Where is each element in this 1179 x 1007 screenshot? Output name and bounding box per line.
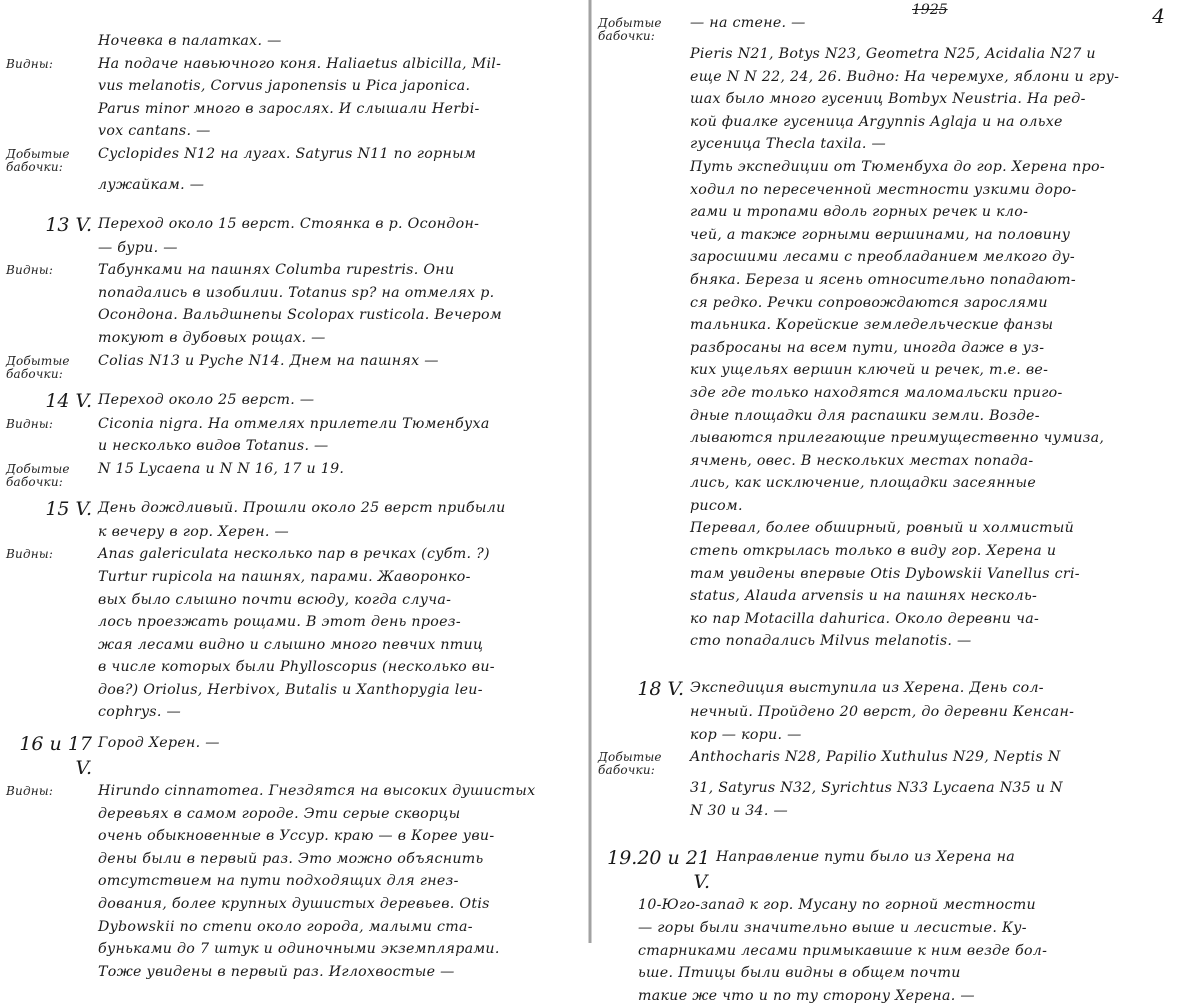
text-line: дования, более крупных душистых деревьев. Otis xyxy=(98,896,490,913)
text-line: vus melanotis, Corvus japonensis и Pica japonica. xyxy=(98,78,471,95)
entry-line xyxy=(598,337,1171,360)
text-line: лываются прилегающие преимущественно чумиза, xyxy=(690,430,1105,447)
label-dobytye: Добытые бабочки: xyxy=(6,353,70,381)
entry-line xyxy=(598,269,1171,292)
text-line: 10-Юго-запад к гор. Мусану по горной местности xyxy=(638,897,1036,914)
entry-line xyxy=(598,224,1171,247)
text-line: заросшими лесами с преобладанием мелкого ду- xyxy=(690,249,1076,266)
entry-line xyxy=(598,88,1171,111)
entry-line xyxy=(6,916,584,939)
entry-line xyxy=(598,630,1171,653)
entry-line xyxy=(6,413,584,436)
entry-line xyxy=(6,589,584,612)
text-line: лись, как исключение, площадки засеянные xyxy=(690,475,1037,492)
entry-line xyxy=(6,825,584,848)
text-line: Cyclopides N12 на лугах. Satyrus N11 по горным xyxy=(98,145,477,162)
text-line: гусеница Thecla taxila. — xyxy=(690,136,886,153)
entry-line xyxy=(598,66,1171,89)
text-line: бняка. Береза и ясень относительно попадают- xyxy=(690,271,1076,288)
text-line: Colias N13 и Pyche N14. Днем на пашнях — xyxy=(98,352,439,369)
entry-line xyxy=(6,611,584,634)
text-line: ходил по пересеченной местности узкими доро- xyxy=(690,181,1077,198)
entry-line xyxy=(598,427,1171,450)
text-line: шах было много гусениц Bombyx Neustria. На ред- xyxy=(690,91,1086,108)
text-line: дены были в первый раз. Это можно объяснить xyxy=(98,850,484,867)
text-line: Город Херен. — xyxy=(98,735,220,752)
text-line: нечный. Пройдено 20 верст, до деревни Кенсан- xyxy=(690,704,1075,721)
text-line: ьше. Птицы были видны в общем почти xyxy=(638,965,961,982)
text-line: жая лесами видно и слышно много певчих птиц xyxy=(98,636,484,653)
text-line: Тоже увидены в первый раз. Иглохвостые — xyxy=(98,963,455,980)
text-line: Перевал, более обширный, ровный и холмистый xyxy=(690,520,1075,537)
entry-line xyxy=(598,405,1171,428)
entry-line xyxy=(598,12,1171,43)
entry-line xyxy=(6,237,584,260)
text-line: дные площадки для распашки земли. Возде- xyxy=(690,407,1040,424)
text-line: Parus minor много в зарослях. И слышали Herbi- xyxy=(98,100,480,117)
text-line: Hirundo cinnamomea. Гнездятся на высоких душистых xyxy=(98,783,536,800)
entry-line xyxy=(598,608,1171,631)
text-line: отсутствием на пути подходящих для гнез- xyxy=(98,873,459,890)
text-line: Переход около 15 верст. Стоянка в р. Осондон- xyxy=(98,215,480,232)
entry-line xyxy=(6,53,584,76)
entry-line xyxy=(598,724,1171,747)
entry-line xyxy=(598,940,1171,963)
text-line: чей, а также горными вершинами, на половину xyxy=(690,226,1071,243)
label-vidny: Видны: xyxy=(6,263,54,278)
entry-line xyxy=(598,201,1171,224)
label-dobytye: Добытые бабочки: xyxy=(6,146,70,174)
label-dobytye: Добытые бабочки: xyxy=(598,750,662,778)
entry-line xyxy=(598,985,1171,1007)
entry-line xyxy=(598,292,1171,315)
text-line: — бури. — xyxy=(98,239,178,256)
entry-line xyxy=(598,246,1171,269)
text-line: там увидены впервые Otis Dybowskii Vanellus cri- xyxy=(690,565,1080,582)
entry-line xyxy=(6,848,584,871)
label-vidny: Видны: xyxy=(6,416,54,431)
text-line: ких ущельях вершин ключей и речек, т.е. ве- xyxy=(690,362,1049,379)
entry-date: 16 и 17 V. xyxy=(19,733,92,780)
entry-line xyxy=(6,870,584,893)
text-line: Путь экспедиции от Тюменбуха до гор. Херена про- xyxy=(690,158,1105,175)
text-line: попадались в изобилии. Totanus sp? на отмелях р. xyxy=(98,284,495,301)
entry-line xyxy=(598,677,1171,701)
text-line: гами и тропами вдоль горных речек и кло- xyxy=(690,204,1029,221)
text-line: vox cantans. — xyxy=(98,123,211,140)
text-line: кой фиалке гусеница Argynnis Aglaja и на ольхе xyxy=(690,113,1063,130)
entry-line xyxy=(6,174,584,197)
entry-line xyxy=(598,746,1171,777)
entry-line xyxy=(598,450,1171,473)
entry-line xyxy=(6,961,584,984)
text-line: status, Alauda arvensis и на пашнях несколь- xyxy=(690,588,1038,605)
label-vidny: Видны: xyxy=(6,547,54,562)
entry-line xyxy=(598,777,1171,800)
entry-line xyxy=(6,566,584,589)
text-line: Pieris N21, Botys N23, Geometra N25, Acidalia N27 и xyxy=(690,46,1096,62)
text-line: такие же что и по ту сторону Херена. — xyxy=(638,987,975,1004)
entry-line xyxy=(6,938,584,961)
folio-mark: 1925 xyxy=(912,2,948,18)
text-line: — на стене. — xyxy=(690,15,806,31)
text-line: и несколько видов Totanus. — xyxy=(98,438,329,455)
entry-line xyxy=(6,389,584,413)
entry-line xyxy=(6,282,584,305)
entry-line xyxy=(6,634,584,657)
entry-line xyxy=(6,213,584,237)
entry-line xyxy=(598,917,1171,940)
entry-line xyxy=(598,314,1171,337)
text-line: в числе которых были Phylloscopus (несколько ви- xyxy=(98,659,495,676)
text-line: еще N N 22, 24, 26. Видно: На черемухе, яблони и гру- xyxy=(690,68,1120,85)
text-line: очень обыкновенные в Уссур. краю — в Корее уви- xyxy=(98,828,495,845)
text-line: токуют в дубовых рощах. — xyxy=(98,329,326,346)
entry-line xyxy=(6,143,584,174)
text-line: тальника. Корейские земледельческие фанзы xyxy=(690,317,1054,334)
entry-line xyxy=(598,846,1171,894)
entry-line xyxy=(598,179,1171,202)
entry-line xyxy=(598,111,1171,134)
text-line: кор — кори. — xyxy=(690,726,802,743)
entry-line xyxy=(598,701,1171,724)
entry-line xyxy=(6,803,584,826)
entry-line xyxy=(6,679,584,702)
text-line: буньками до 7 штук и одиночными экземплярами. xyxy=(98,941,500,958)
text-line: разбросаны на всем пути, иногда даже в уз- xyxy=(690,339,1045,356)
entry-line xyxy=(6,120,584,143)
text-line: ко пар Motacilla dahurica. Около деревни ча- xyxy=(690,610,1040,627)
text-line: Ciconia nigra. На отмелях прилетели Тюменбуха xyxy=(98,415,490,432)
text-line: cophrys. — xyxy=(98,704,181,721)
text-line: N 15 Lycaena и N N 16, 17 и 19. xyxy=(98,460,345,477)
entry-line xyxy=(6,98,584,121)
entry-line xyxy=(6,259,584,282)
entry-line xyxy=(598,517,1171,540)
text-line: Turtur rupicola на пашнях, парами. Жаворонко- xyxy=(98,568,471,585)
entry-line xyxy=(598,894,1171,917)
entry-date: 19.20 и 21 V. xyxy=(607,847,710,894)
text-line: лужайкам. — xyxy=(98,176,205,193)
text-line: Экспедиция выступила из Херена. День сол- xyxy=(690,680,1044,697)
entry-line xyxy=(6,75,584,98)
entry-line xyxy=(6,656,584,679)
page-number: 4 xyxy=(1152,4,1165,28)
entry-line xyxy=(598,43,1171,66)
text-line: ся редко. Речки сопровождаются зарослями xyxy=(690,294,1048,311)
entry-date: 15 V. xyxy=(45,497,92,520)
entry-line xyxy=(598,585,1171,608)
entry-line xyxy=(6,458,584,489)
text-line: N 30 и 34. — xyxy=(690,802,788,819)
text-line: деревьях в самом городе. Эти серые скворцы xyxy=(98,805,461,822)
entry-date: 18 V. xyxy=(637,678,684,701)
text-line: Anas galericulata несколько пар в речках (субт. ?) xyxy=(98,546,490,563)
text-line: старниками лесами примыкавшие к ним везде бол- xyxy=(638,942,1048,959)
entry-line xyxy=(6,701,584,724)
text-line: 31, Satyrus N32, Syrichtus N33 Lycaena N35 и N xyxy=(690,780,1063,797)
text-line: Anthocharis N28, Papilio Xuthulus N29, Neptis N xyxy=(690,749,1061,766)
entry-line xyxy=(6,780,584,803)
text-line: вых было слышно почти всюду, когда случа- xyxy=(98,591,452,608)
text-line: сто попадались Milvus melanotis. — xyxy=(690,633,972,650)
entry-line xyxy=(6,732,584,780)
entry-line xyxy=(598,962,1171,985)
entry-line xyxy=(6,497,584,521)
entry-line xyxy=(6,350,584,381)
text-line: Табунками на пашнях Columba rupestris. Они xyxy=(98,262,455,279)
label-dobytye: Добытые бабочки: xyxy=(598,16,662,43)
entry-line xyxy=(598,540,1171,563)
entry-line xyxy=(598,563,1171,586)
entry-line xyxy=(6,304,584,327)
text-line: Направление пути было из Херена на xyxy=(716,849,1016,866)
right-page xyxy=(592,0,1179,1004)
entry-line xyxy=(6,327,584,350)
label-dobytye: Добытые бабочки: xyxy=(6,461,70,489)
text-line: — горы были значительно выше и лесистые. Ку- xyxy=(638,920,1027,936)
entry-line xyxy=(598,382,1171,405)
entry-line xyxy=(6,893,584,916)
entry-line xyxy=(598,800,1171,823)
entry-line xyxy=(6,435,584,458)
text-line: дов?) Oriolus, Herbivox, Butalis и Xanthopygia leu- xyxy=(98,681,483,698)
label-vidny: Видны: xyxy=(6,56,54,71)
text-line: Dybowskii по степи около города, малыми ста- xyxy=(98,918,473,935)
label-vidny: Видны: xyxy=(6,784,54,799)
text-line: Осондона. Вальдшнепы Scolopax rusticola. Вечером xyxy=(98,307,502,324)
entry-line xyxy=(598,472,1171,495)
entry-line xyxy=(598,359,1171,382)
left-page xyxy=(0,0,592,980)
entry-date: 14 V. xyxy=(45,389,92,412)
entry-line xyxy=(6,521,584,544)
text-line: Ночевка в палатках. — xyxy=(98,33,282,49)
entry-date: 13 V. xyxy=(45,213,92,236)
text-line: степь открылась только в виду гор. Херена и xyxy=(690,543,1057,560)
entry-line xyxy=(598,133,1171,156)
text-line: Переход около 25 верст. — xyxy=(98,391,315,408)
entry-line xyxy=(598,156,1171,179)
entry-line xyxy=(6,30,584,53)
text-line: к вечеру в гор. Херен. — xyxy=(98,523,289,540)
text-line: зде где только находятся маломальски приго- xyxy=(690,384,1063,401)
text-line: День дождливый. Прошли около 25 верст прибыли xyxy=(98,499,506,516)
text-line: рисом. xyxy=(690,497,743,514)
text-line: лось проезжать рощами. В этот день проез- xyxy=(98,614,461,631)
text-line: На подаче навьючного коня. Haliaetus albicilla, Mil- xyxy=(98,55,502,72)
entry-line xyxy=(598,495,1171,518)
entry-line xyxy=(6,543,584,566)
text-line: ячмень, овес. В нескольких местах попада- xyxy=(690,452,1034,469)
